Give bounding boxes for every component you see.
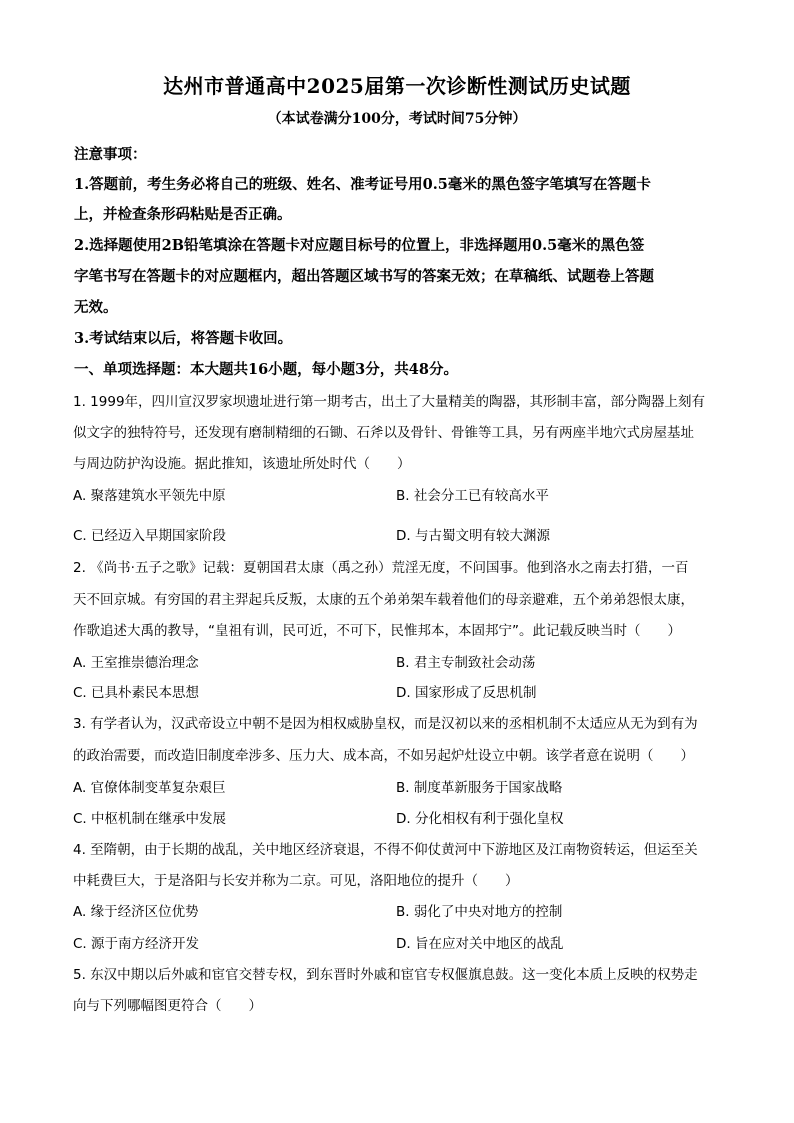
exam-info: （本试卷满分100分，考试时间75分钟） xyxy=(267,111,527,127)
question-1-line: 1. 1999年，四川宣汉罗家坝遗址进行第一期考古，出土了大量精美的陶器，其形制丰富，部分陶器上刻有 xyxy=(73,394,706,410)
question-3-option-c: C. 中枢机制在继承中发展 xyxy=(73,811,227,827)
notice-line: 1.答题前，考生务必将自己的班级、姓名、准考证号用0.5毫米的黑色签字笔填写在答题卡 xyxy=(74,176,651,193)
notice-line: 2.选择题使用2B铅笔填涂在答题卡对应题目标号的位置上，非选择题用0.5毫米的黑色签 xyxy=(74,237,645,254)
question-1-option-b: B. 社会分工已有较高水平 xyxy=(396,488,549,504)
question-4-option-d: D. 旨在应对关中地区的战乱 xyxy=(396,936,564,952)
question-4-option-a: A. 缘于经济区位优势 xyxy=(73,904,199,920)
notice-line: 3.考试结束以后，将答题卡收回。 xyxy=(74,330,293,347)
question-2-option-d: D. 国家形成了反思机制 xyxy=(396,685,537,701)
section-heading: 一、单项选择题：本大题共16小题，每小题3分，共48分。 xyxy=(74,361,458,378)
question-5-line: 5. 东汉中期以后外戚和宦官交替专权，到东晋时外戚和宦官专权偃旗息鼓。这一变化本质上反映的权势走 xyxy=(73,967,698,983)
question-3-option-b: B. 制度革新服务于国家战略 xyxy=(396,780,563,796)
question-3-option-a: A. 官僚体制变革复杂艰巨 xyxy=(73,780,226,796)
notice-line: 上，并检查条形码粘贴是否正确。 xyxy=(74,206,292,223)
question-2-option-c: C. 已具朴素民本思想 xyxy=(73,685,200,701)
question-2-line: 天不回京城。有穷国的君主羿起兵反叛，太康的五个弟弟架车载着他们的母亲避难，五个弟弟怨恨太康， xyxy=(73,592,694,608)
notice-line: 字笔书写在答题卡的对应题框内，超出答题区域书写的答案无效；在草稿纸、试题卷上答题 xyxy=(74,268,654,285)
question-4-option-c: C. 源于南方经济开发 xyxy=(73,936,200,952)
question-2-option-b: B. 君主专制致社会动荡 xyxy=(396,655,536,671)
question-1-option-c: C. 已经迈入早期国家阶段 xyxy=(73,528,227,544)
question-2-line: 2. 《尚书·五子之歌》记载：夏朝国君太康（禹之孙）荒淫无度，不问国事。他到洛水之南去打猎，一百 xyxy=(73,560,689,576)
question-5-line: 向与下列哪幅图更符合（ ） xyxy=(73,998,262,1014)
question-4-line: 4. 至隋朝，由于长期的战乱，关中地区经济衰退，不得不仰仗黄河中下游地区及江南物资转运，但运至关 xyxy=(73,842,698,858)
page-title: 达州市普通高中2025届第一次诊断性测试历史试题 xyxy=(163,74,631,98)
question-4-option-b: B. 弱化了中央对地方的控制 xyxy=(396,904,563,920)
question-2-line: 作歌追述大禹的教导，“皇祖有训，民可近，不可下，民惟邦本，本固邦宁”。此记载反映当时（ ） xyxy=(73,623,681,639)
question-1-line: 与周边防护沟设施。据此推知，该遗址所处时代（ ） xyxy=(73,456,411,472)
notice-line: 无效。 xyxy=(74,299,118,316)
question-3-option-d: D. 分化相权有利于强化皇权 xyxy=(396,811,564,827)
question-4-line: 中耗费巨大，于是洛阳与长安并称为二京。可见，洛阳地位的提升（ ） xyxy=(73,873,519,889)
question-3-line: 3. 有学者认为，汉武帝设立中朝不是因为相权威胁皇权，而是汉初以来的丞相机制不太适应从无为到有为 xyxy=(73,716,698,732)
question-1-line: 似文字的独特符号，还发现有磨制精细的石锄、石斧以及骨针、骨锥等工具，另有两座半地穴式房屋基址 xyxy=(73,425,694,441)
question-1-option-a: A. 聚落建筑水平领先中原 xyxy=(73,488,226,504)
question-1-option-d: D. 与古蜀文明有较大渊源 xyxy=(396,528,550,544)
question-3-line: 的政治需要，而改造旧制度牵涉多、压力大、成本高，不如另起炉灶设立中朝。该学者意在说明（ ） xyxy=(73,748,694,764)
notice-heading: 注意事项： xyxy=(74,146,147,163)
question-2-option-a: A. 王室推崇德治理念 xyxy=(73,655,199,671)
